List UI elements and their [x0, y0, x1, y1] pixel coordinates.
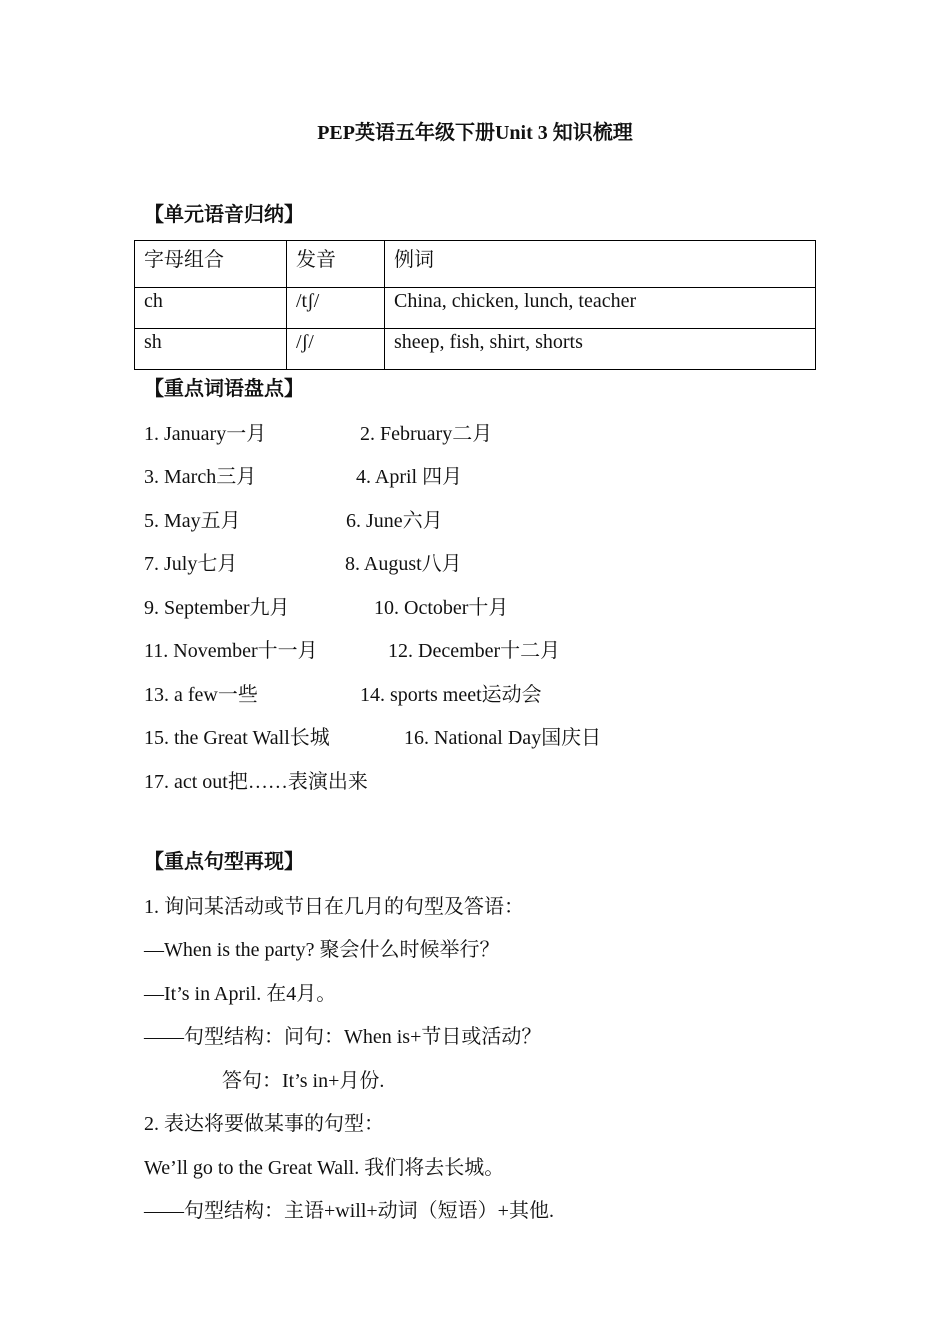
- vocab-item: 5. May五月: [144, 510, 241, 532]
- table-cell: sheep, fish, shirt, shorts: [385, 329, 816, 370]
- vocab-item: 10. October十月: [374, 597, 509, 619]
- vocab-item: 12. December十二月: [388, 640, 561, 662]
- table-cell: China, chicken, lunch, teacher: [385, 288, 816, 329]
- table-header-cell: 字母组合: [135, 241, 287, 288]
- sentence-line: —It’s in April. 在4月。: [144, 983, 337, 1005]
- table-row: [135, 288, 816, 329]
- vocab-item: 9. September九月: [144, 597, 290, 619]
- vocab-item: 13. a few一些: [144, 684, 258, 706]
- sentence-line: We’ll go to the Great Wall. 我们将去长城。: [144, 1157, 505, 1179]
- page-title: PEP英语五年级下册Unit 3 知识梳理: [317, 122, 633, 144]
- table-cell: /tʃ/: [287, 288, 385, 329]
- vocab-item: 6. June六月: [346, 510, 443, 532]
- sentence-line: 答句：It’s in+月份.: [222, 1070, 385, 1092]
- vocab-item: 1. January一月: [144, 423, 267, 445]
- section-heading-vocab: 【重点词语盘点】: [144, 378, 304, 400]
- sentence-line: 1. 询问某活动或节日在几月的句型及答语：: [144, 896, 524, 918]
- vocab-item: 17. act out把……表演出来: [144, 771, 368, 793]
- sentence-line: ——句型结构：问句：When is+节日或活动？: [144, 1026, 542, 1048]
- table-cell: sh: [135, 329, 287, 370]
- sentence-line: —When is the party? 聚会什么时候举行？: [144, 939, 500, 961]
- table-header-row: [135, 241, 816, 288]
- table-header-cell: 发音: [287, 241, 385, 288]
- table-cell: ch: [135, 288, 287, 329]
- vocab-item: 2. February二月: [360, 423, 493, 445]
- table-cell: /ʃ/: [287, 329, 385, 370]
- table-header-cell: 例词: [385, 241, 816, 288]
- vocab-item: 14. sports meet运动会: [360, 684, 542, 706]
- vocab-item: 11. November十一月: [144, 640, 318, 662]
- vocab-item: 8. August八月: [345, 553, 462, 575]
- vocab-item: 3. March三月: [144, 466, 257, 488]
- sentence-line: 2. 表达将要做某事的句型：: [144, 1113, 384, 1135]
- vocab-item: 16. National Day国庆日: [404, 727, 602, 749]
- table-row: [135, 329, 816, 370]
- vocab-item: 15. the Great Wall长城: [144, 727, 330, 749]
- section-heading-sentences: 【重点句型再现】: [144, 851, 304, 873]
- vocab-item: 7. July七月: [144, 553, 238, 575]
- section-heading-phonics: 【单元语音归纳】: [144, 204, 304, 226]
- vocab-item: 4. April 四月: [356, 466, 463, 488]
- sentence-line: ——句型结构：主语+will+动词（短语）+其他.: [144, 1200, 554, 1222]
- phonics-table: [134, 240, 816, 370]
